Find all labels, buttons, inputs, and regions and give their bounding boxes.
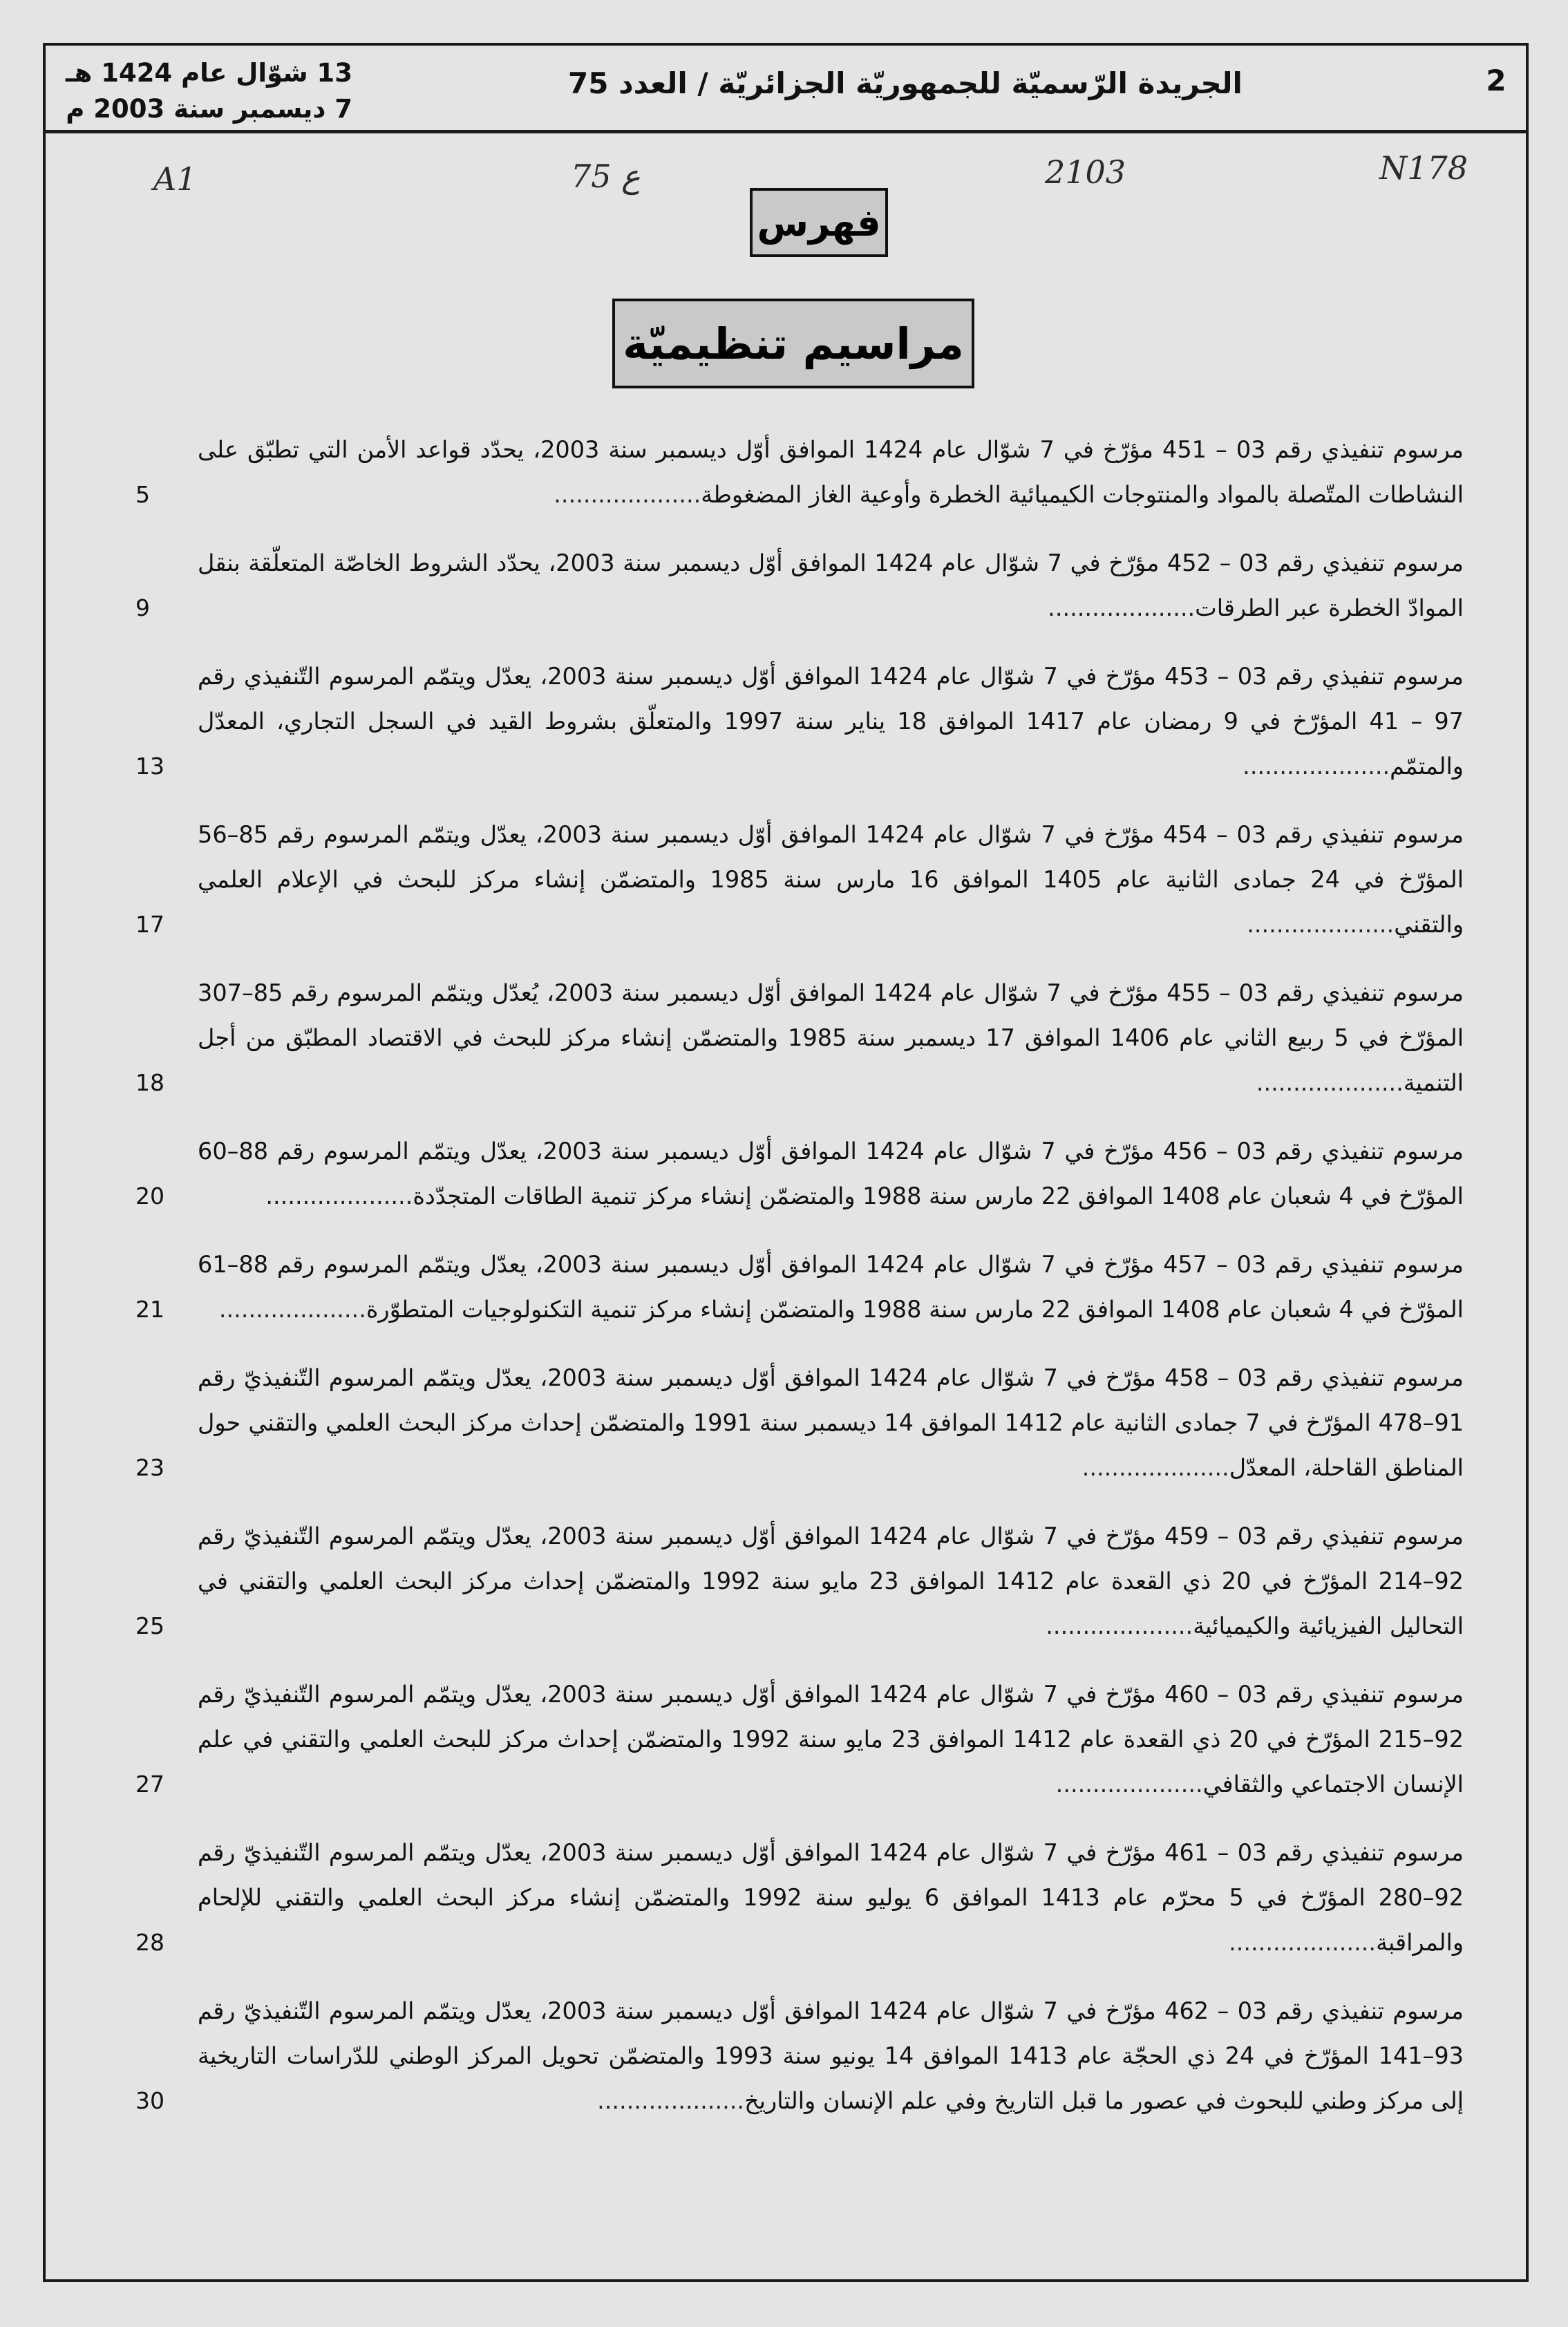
toc-entry[interactable]: [135, 540, 1464, 630]
toc-entry[interactable]: [135, 1514, 1464, 1648]
toc-page-number: 27: [135, 1771, 164, 1798]
toc-page-number: 21: [135, 1296, 164, 1323]
toc-entry-text: مرسوم تنفيذي رقم 03 – 454 مؤرّخ في 7 شوّال عام 1424 الموافق أوّل ديسمبر سنة 2003، يعدّل ويتمّم المرسوم رقم 85–56 المؤرّخ في 24 جمادى الثانية عام 1405 الموافق 16 مارس سنة 1985 والمتضمّن إنشاء مركز للبحث في الإعلام العلمي والتقني: [198, 821, 1464, 938]
toc-entry-text: مرسوم تنفيذي رقم 03 – 453 مؤرّخ في 7 شوّال عام 1424 الموافق أوّل ديسمبر سنة 2003، يعدّل ويتمّم المرسوم التّنفيذي رقم 97 – 41 المؤرّخ في 9 رمضان عام 1417 الموافق 18 يناير سنة 1997 والمتعلّق بشروط القيد في السجل التجاري، المعدّل والمتمّم: [198, 663, 1464, 780]
toc-entry-text: مرسوم تنفيذي رقم 03 – 461 مؤرّخ في 7 شوّال عام 1424 الموافق أوّل ديسمبر سنة 2003، يعدّل ويتمّم المرسوم التّنفيذيّ رقم 92–280 المؤرّخ في 5 محرّم عام 1413 الموافق 6 يوليو سنة 1992 والمتضمّن إنشاء مركز البحث العلمي والتقني للإلحام والمراقبة: [198, 1839, 1464, 1956]
toc-page-number: 17: [135, 911, 164, 938]
toc-page-number: 13: [135, 753, 164, 780]
toc-page-number: 5: [135, 481, 150, 508]
dot-leader: ....................: [218, 1296, 366, 1323]
toc-entry-text: مرسوم تنفيذي رقم 03 – 455 مؤرّخ في 7 شوّال عام 1424 الموافق أوّل ديسمبر سنة 2003، يُعدّل ويتمّم المرسوم رقم 85–307 المؤرّخ في 5 ربيع الثاني عام 1406 الموافق 17 ديسمبر سنة 1985 والمتضمّن إنشاء مركز للبحث في الاقتصاد المطبّق من أجل التنمية: [198, 979, 1464, 1096]
toc-page-number: 20: [135, 1183, 164, 1209]
dot-leader: ....................: [1081, 1454, 1229, 1481]
toc-entry[interactable]: [135, 1129, 1464, 1218]
dot-leader: ....................: [1243, 753, 1390, 780]
toc-entry-text: مرسوم تنفيذي رقم 03 – 459 مؤرّخ في 7 شوّال عام 1424 الموافق أوّل ديسمبر سنة 2003، يعدّل ويتمّم المرسوم التّنفيذيّ رقم 92–214 المؤرّخ في 20 ذي القعدة عام 1412 الموافق 23 مايو سنة 1992 والمتضمّن إحداث مركز البحث العلمي والتقني في التحاليل الفيزيائية والكيميائية: [198, 1523, 1464, 1639]
toc-entry-text: مرسوم تنفيذي رقم 03 – 451 مؤرّخ في 7 شوّال عام 1424 الموافق أوّل ديسمبر سنة 2003، يحدّد قواعد الأمن التي تطبّق على النشاطات المتّصلة بالمواد والمنتوجات الكيميائية الخطرة وأوعية الغاز المضغوطة: [198, 436, 1464, 508]
page-number: 2: [1486, 64, 1506, 97]
section-title: مراسيم تنظيميّة: [612, 299, 974, 388]
dot-leader: ....................: [265, 1183, 413, 1209]
toc-page-number: 30: [135, 2087, 164, 2114]
toc-entry[interactable]: [135, 427, 1464, 517]
toc-entry-text: مرسوم تنفيذي رقم 03 – 457 مؤرّخ في 7 شوّال عام 1424 الموافق أوّل ديسمبر سنة 2003، يعدّل ويتمّم المرسوم رقم 88–61 المؤرّخ في 4 شعبان عام 1408 الموافق 22 مارس سنة 1988 والمتضمّن إنشاء مركز تنمية التكنولوجيات المتطوّرة: [198, 1251, 1464, 1323]
header-date: [62, 55, 352, 127]
toc-page-number: 25: [135, 1612, 164, 1639]
dot-leader: ....................: [1048, 594, 1196, 621]
toc-entry[interactable]: [135, 812, 1464, 947]
header-rule: [43, 130, 1529, 133]
dot-leader: ....................: [554, 481, 701, 508]
toc-entry[interactable]: [135, 1242, 1464, 1332]
toc-entry-text: مرسوم تنفيذي رقم 03 – 452 مؤرّخ في 7 شوّال عام 1424 الموافق أوّل ديسمبر سنة 2003، يحدّد الشروط الخاصّة المتعلّقة بنقل الموادّ الخطرة عبر الطرقات: [198, 549, 1464, 621]
toc-entry[interactable]: [135, 1355, 1464, 1490]
table-of-contents: [135, 427, 1464, 2147]
dot-leader: ....................: [1229, 1929, 1377, 1956]
toc-entry[interactable]: [135, 970, 1464, 1105]
toc-entry-text: مرسوم تنفيذي رقم 03 – 458 مؤرّخ في 7 شوّال عام 1424 الموافق أوّل ديسمبر سنة 2003، يعدّل ويتمّم المرسوم التّنفيذيّ رقم 91–478 المؤرّخ في 7 جمادى الثانية عام 1412 الموافق 14 ديسمبر سنة 1991 والمتضمّن إحداث مركز البحث العلمي والتقني حول المناطق القاحلة، المعدّل: [198, 1364, 1464, 1481]
toc-entry[interactable]: [135, 1672, 1464, 1807]
toc-entry-text: مرسوم تنفيذي رقم 03 – 460 مؤرّخ في 7 شوّال عام 1424 الموافق أوّل ديسمبر سنة 2003، يعدّل ويتمّم المرسوم التّنفيذيّ رقم 92–215 المؤرّخ في 20 ذي القعدة عام 1412 الموافق 23 مايو سنة 1992 والمتضمّن إحداث مركز للبحث العلمي والتقني في علم الإنسان الاجتماعي والثقافي: [198, 1681, 1464, 1798]
hijri-date: 13 شوّال عام 1424 هـ: [66, 58, 352, 88]
handwritten-note: A1: [153, 160, 197, 198]
toc-page-number: 9: [135, 594, 150, 621]
handwritten-note: 75 ع: [571, 158, 641, 195]
dot-leader: ....................: [1256, 1069, 1404, 1096]
toc-entry[interactable]: [135, 1988, 1464, 2123]
toc-page-number: 23: [135, 1454, 164, 1481]
toc-entry-text: مرسوم تنفيذي رقم 03 – 462 مؤرّخ في 7 شوّال عام 1424 الموافق أوّل ديسمبر سنة 2003، يعدّل ويتمّم المرسوم التّنفيذيّ رقم 93–141 المؤرّخ في 24 ذي الحجّة عام 1413 الموافق 14 يونيو سنة 1993 والمتضمّن تحويل المركز الوطني للدّراسات التاريخية إلى مركز وطني للبحوث في عصور ما قبل التاريخ وفي علم الإنسان والتاريخ: [198, 1997, 1464, 2114]
toc-entry-text: مرسوم تنفيذي رقم 03 – 456 مؤرّخ في 7 شوّال عام 1424 الموافق أوّل ديسمبر سنة 2003، يعدّل ويتمّم المرسوم رقم 88–60 المؤرّخ في 4 شعبان عام 1408 الموافق 22 مارس سنة 1988 والمتضمّن إنشاء مركز تنمية الطاقات المتجدّدة: [198, 1138, 1464, 1209]
dot-leader: ....................: [1055, 1771, 1203, 1798]
toc-entry[interactable]: [135, 654, 1464, 789]
dot-leader: ....................: [1247, 911, 1395, 938]
toc-page-number: 18: [135, 1069, 164, 1096]
handwritten-note: N178: [1379, 149, 1468, 187]
dot-leader: ....................: [597, 2087, 745, 2114]
dot-leader: ....................: [1046, 1612, 1193, 1639]
journal-title: الجريدة الرّسميّة للجمهوريّة الجزائريّة / العدد 75: [568, 66, 1243, 100]
toc-entry[interactable]: [135, 1830, 1464, 1965]
index-title: فهرس: [750, 188, 888, 257]
handwritten-note: 2103: [1045, 153, 1126, 191]
toc-page-number: 28: [135, 1929, 164, 1956]
gregorian-date: 7 ديسمبر سنة 2003 م: [66, 94, 352, 124]
